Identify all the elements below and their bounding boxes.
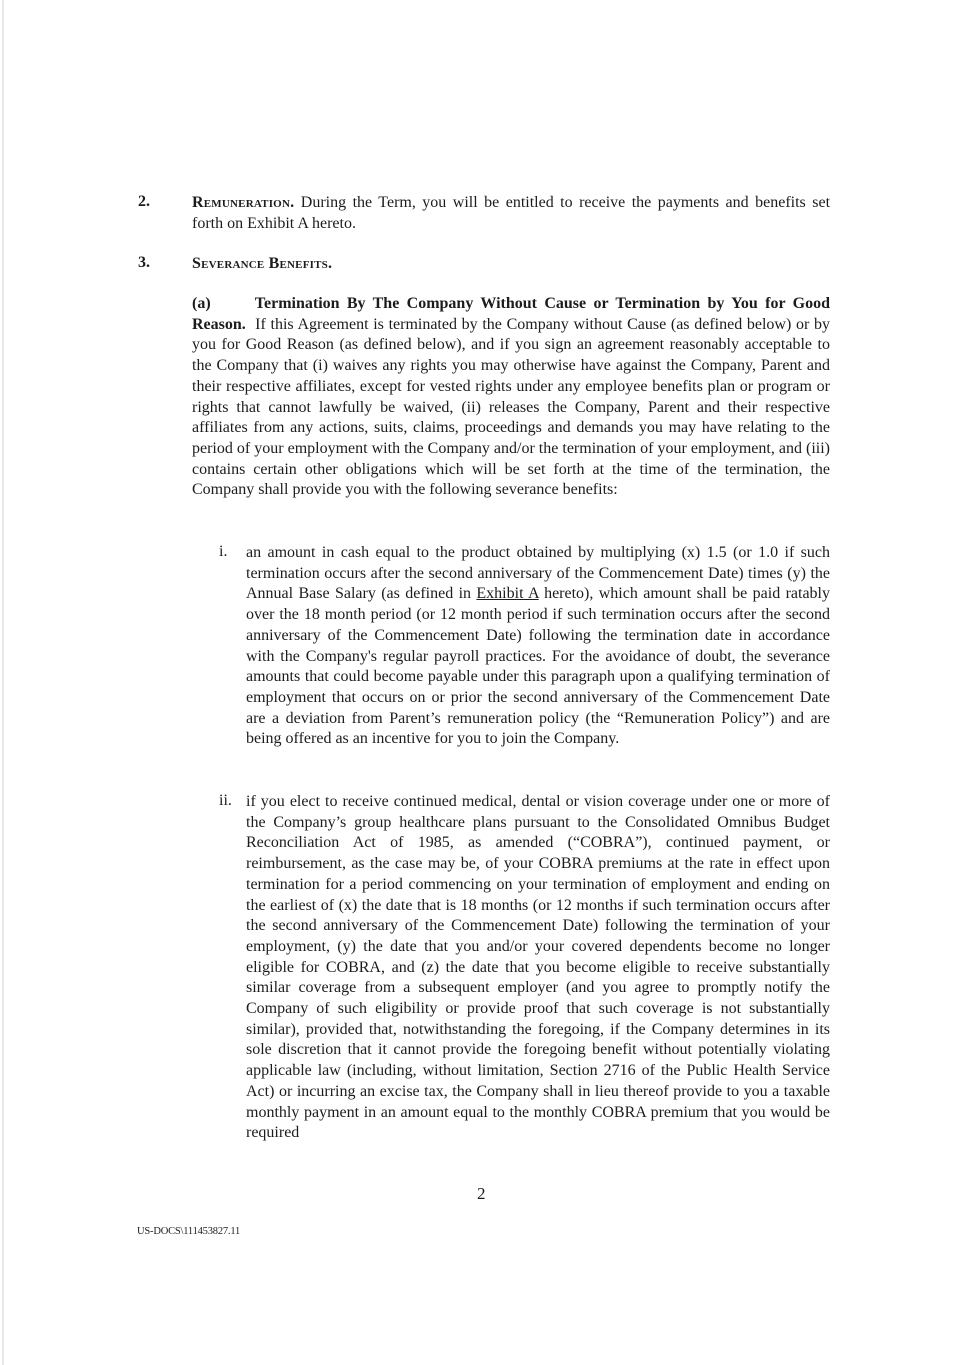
list-item	[246, 792, 830, 1144]
page-number: 2	[477, 1184, 486, 1203]
section-number: 2.	[138, 193, 150, 210]
subsection-body: If this Agreement is terminated by the Company without Cause (as defined below) or by you for Good Reason (as defined below), and if you sign an agreement reasonably acceptable to the Company that (i) waives any rights you may otherwise have against the Company, Parent and their respective affiliates, except for vested rights under any employee benefits plan or program or rights that cannot lawfully be waived, (ii) releases the Company, Parent and their respective affiliates from any actions, suits, claims, proceedings and demands you may have relating to the period of your employment with the Company and/or the termination of your employment, and (iii) contains certain other obligations which will be set forth at the time of the termination, the Company shall provide you with the following severance benefits:	[192, 315, 831, 499]
list-item-label: i.	[219, 543, 228, 560]
section-body: During the Term, you will be entitled to receive the payments and benefits set forth on Exhibit A hereto.	[192, 194, 831, 232]
section-remuneration	[192, 193, 830, 234]
list-item-text: an amount in cash equal to the product obtained by multiplying (x) 1.5 (or 1.0 if such termination occurs after the second anniversary of the Commencement Date) times (y) the Annual Base Salary (as defined in	[246, 544, 830, 603]
section-number: 3.	[138, 254, 150, 271]
list-item-label: ii.	[219, 792, 232, 809]
subsection-label: (a)	[192, 295, 211, 312]
list-item-text: if you elect to receive continued medical, dental or vision coverage under one or more of the Company’s group healthcare plans pursuant to the Consolidated Omnibus Budget Reconciliation Act of 1985, as amended (“COBRA”), continued payment, or reimbursement, as the case may be, of your COBRA premiums at the rate in effect upon termination for a period commencing on your termination of employment and ending on the earliest of (x) the date that is 18 months (or 12 months if such termination occurs after the second anniversary of the Commencement Date) following the termination of your employment, (y) the date that you and/or your covered dependents become no longer eligible for COBRA, and (z) the date that you become eligible to receive substantially similar coverage from a subsequent employer (and you agree to promptly notify the Company of such eligibility or provide proof that such coverage is not substantially similar), provided that, notwithstanding the foregoing, if the Company determines in its sole discretion that it cannot provide the foregoing benefit without potentially violating applicable law (including, without limitation, Section 2716 of the Public Health Service Act) or incurring an excise tax, the Company shall in lieu thereof provide to you a taxable monthly payment in an amount equal to the monthly COBRA premium that you would be required	[246, 793, 830, 1142]
subsection-heading: Termination By The Company Without Cause or Termination by You for Good Reason.	[192, 295, 831, 333]
document-id: US-DOCS\111453827.11	[137, 1226, 241, 1237]
list-item-text: hereto), which amount shall be paid ratably over the 18 month period (or 12 month period if such termination occurs after the second anniversary of the Commencement Date) following the termination date in accordance with the Company's regular payroll practices. For the avoidance of doubt, the severance amounts that could become payable under this paragraph upon a qualifying termination of employment that occurs on or prior the second anniversary of the Commencement Date are a deviation from Parent’s remuneration policy (the “Remuneration Policy”) and are being offered as an incentive for you to join the Company.	[246, 585, 830, 748]
subsection-a	[192, 294, 830, 501]
section-heading-severance	[192, 254, 830, 275]
exhibit-a-reference: Exhibit A	[476, 585, 539, 603]
section-heading: Remuneration.	[192, 194, 295, 211]
list-item	[246, 543, 830, 750]
page-edge	[2, 0, 4, 1365]
section-heading: Severance Benefits.	[192, 255, 333, 272]
